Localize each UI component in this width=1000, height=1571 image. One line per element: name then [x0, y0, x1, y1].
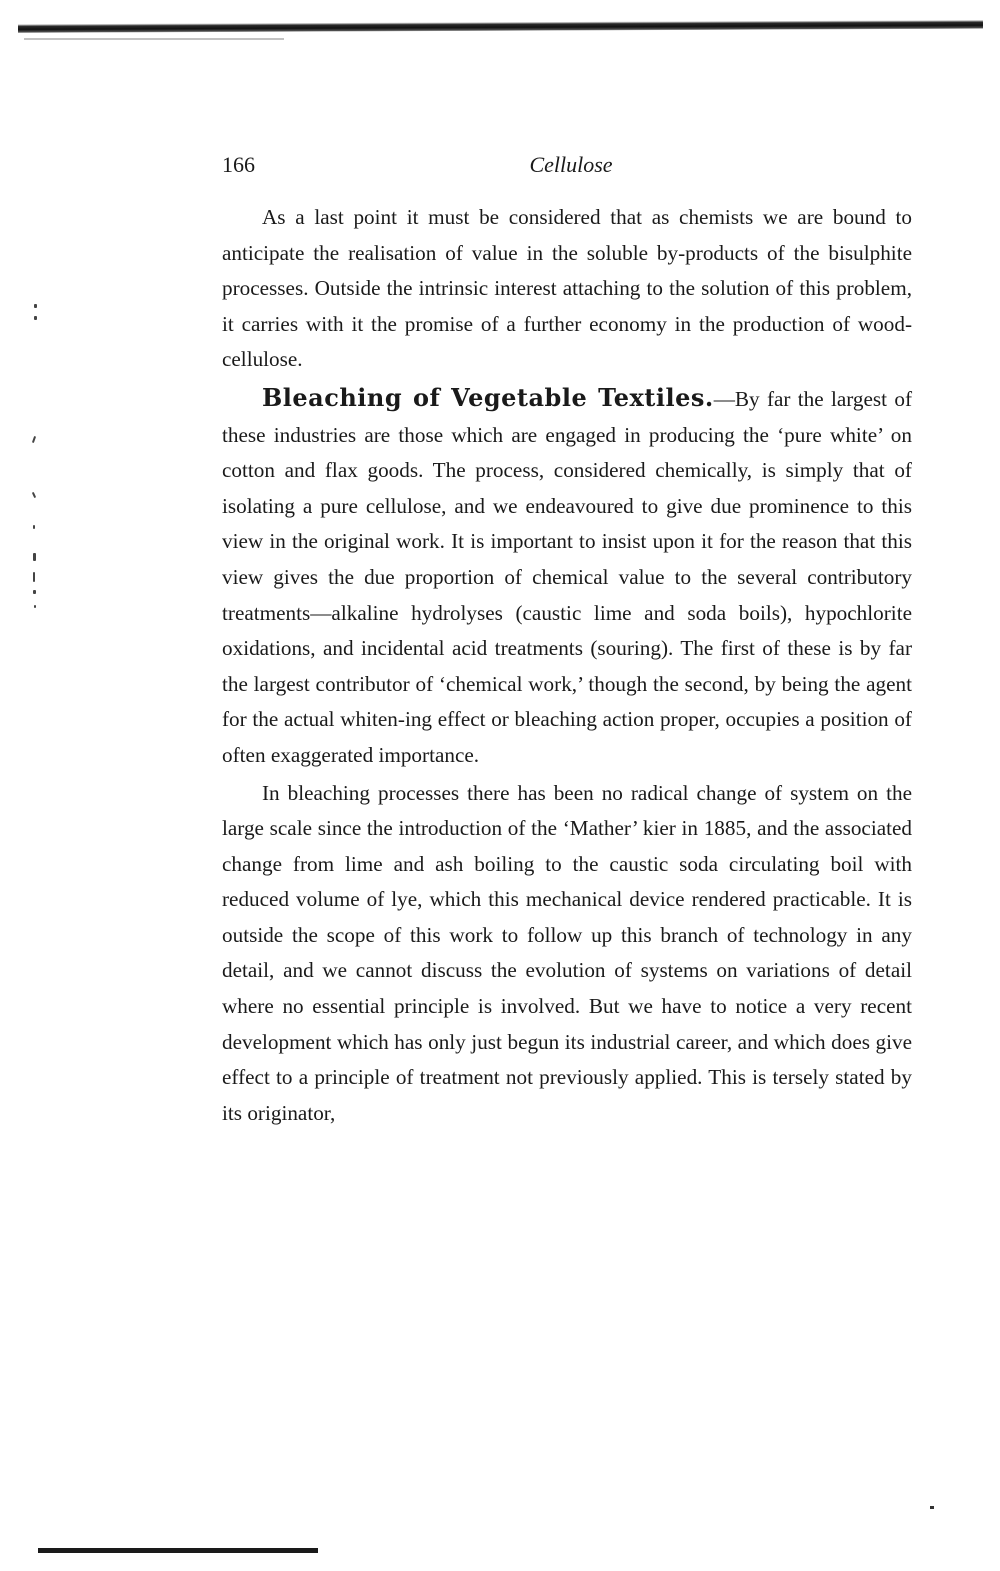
margin-mark [34, 316, 37, 320]
margin-mark [33, 590, 36, 594]
paragraph-bleaching [222, 380, 912, 774]
body-text [222, 200, 912, 1131]
margin-mark [33, 572, 35, 582]
bottom-scan-rule [38, 1548, 318, 1553]
margin-mark [34, 304, 37, 308]
running-title: Cellulose [529, 152, 613, 177]
page-number: 166 [222, 152, 255, 177]
paragraph-bleaching-text: —By far the largest of these industries are those which are engaged in producing the ‘pure white’ on cotton and flax goods. The process, considered chemically, is simply that of isolating a pure cellulose, and we endeavoured to give due prominence to this view in the original work. It is important to insist upon it for the reason that this view gives the due proportion of chemical value to the several contributory treatments—alkaline hydrolyses (caustic lime and soda boils), hypochlorite oxidations, and incidental acid treatments (souring). The first of these is by far the largest contributor of ‘chemical work,’ though the second, by being the agent for the actual whiten-ing effect or bleaching action proper, occupies a position of often exaggerated importance. [222, 386, 912, 767]
page-header [222, 152, 912, 188]
margin-mark [32, 492, 36, 498]
margin-mark [32, 436, 36, 443]
margin-mark [34, 605, 36, 608]
margin-mark [33, 525, 35, 529]
margin-mark [33, 553, 36, 561]
scan-speck [930, 1506, 934, 1509]
paragraph-by-products: As a last point it must be considered that as chemists we are bound to anticipate the realisation of value in the soluble by-products of the bisulphite processes. Outside the intrinsic interest attaching to the solution of this problem, it carries with it the promise of a further economy in the production of wood-cellulose. [222, 205, 912, 372]
paragraph-bleaching-processes: In bleaching processes there has been no radical change of system on the large scale since the introduction of the ‘Mather’ kier in 1885, and the associated change from lime and ash boiling to the caustic soda circulating boil with reduced volume of lye, which this mechanical device rendered practicable. It is outside the scope of this work to follow up this branch of technology in any detail, and we cannot discuss the evolution of systems on variations of detail where no essential principle is involved. But we have to notice a very recent development which has only just begun its industrial career, and which does give effect to a principle of treatment not previously applied. This is tersely stated by its originator, [222, 780, 912, 1125]
top-scan-rule [18, 20, 983, 33]
section-heading-bleaching: Bleaching of Vegetable Textiles. [262, 382, 714, 412]
top-scan-rule-shadow [24, 38, 284, 40]
